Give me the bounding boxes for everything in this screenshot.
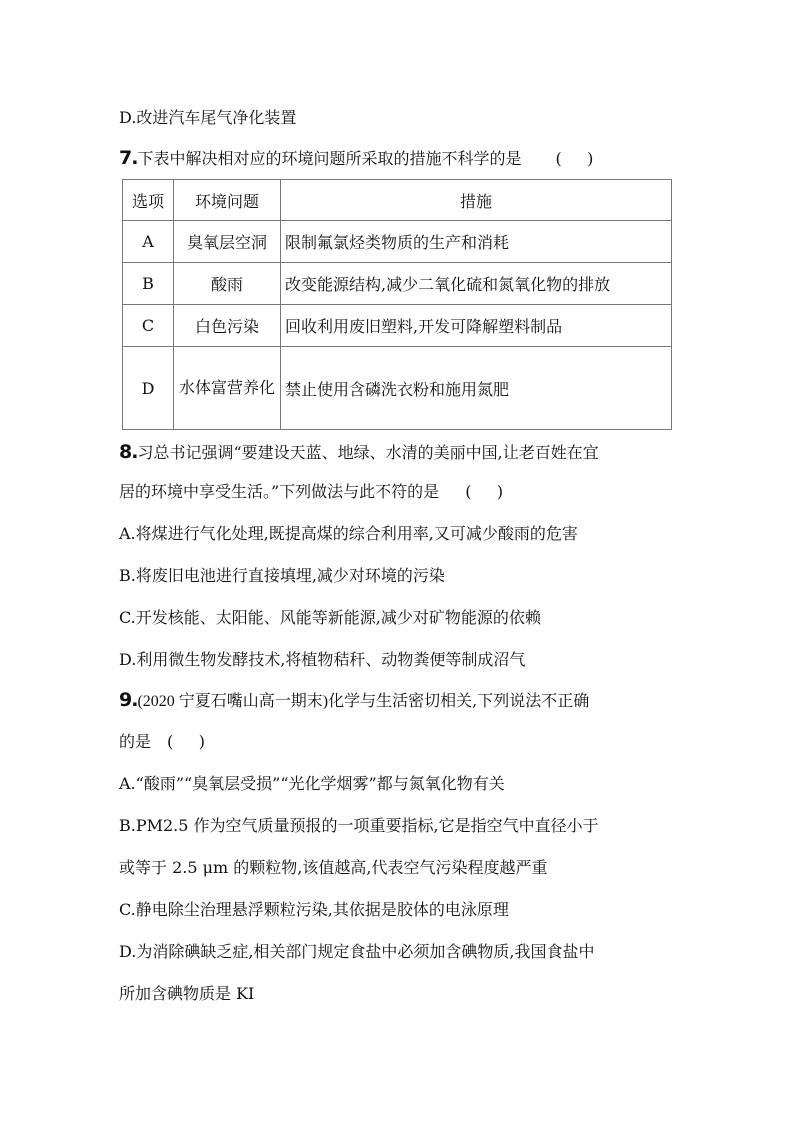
q7-header-measure: 措施 <box>281 180 672 221</box>
q8-option-b: B.将废旧电池进行直接填埋,减少对环境的污染 <box>119 566 445 585</box>
q9-option-a: A.“酸雨”“臭氧层受损”“光化学烟雾”都与氮氧化物有关 <box>119 774 505 793</box>
q8-option-d: D.利用微生物发酵技术,将植物秸秆、动物粪便等制成沼气 <box>119 650 526 669</box>
q7-row-b-option: B <box>123 263 174 305</box>
q7-row-c-problem: 白色污染 <box>174 305 281 347</box>
q9-answer-paren: ( ) <box>167 732 205 751</box>
q7-table <box>122 179 672 430</box>
q7-row-c-measure: 回收利用废旧塑料,开发可降解塑料制品 <box>281 305 672 347</box>
q7-row-b-problem: 酸雨 <box>174 263 281 305</box>
q8-option-c: C.开发核能、太阳能、风能等新能源,减少对矿物能源的依赖 <box>119 608 541 627</box>
q7-header-option: 选项 <box>123 180 174 221</box>
q7-header-problem: 环境问题 <box>174 180 281 221</box>
q9-stem-line-1 <box>119 689 679 713</box>
q9-stem-1: 化学与生活密切相关,下列说法不正确 <box>328 691 590 710</box>
q7-number: 7. <box>119 147 138 169</box>
q9-stem-line-2 <box>119 731 679 753</box>
q9-option-d-line-2: 所加含碘物质是 KI <box>119 984 255 1003</box>
table-row <box>123 347 672 430</box>
q7-row-a-option: A <box>123 221 174 263</box>
q7-answer-paren: ( ) <box>555 149 594 168</box>
q8-stem-line-1 <box>119 441 679 464</box>
q7-row-b-measure: 改变能源结构,减少二氧化硫和氮氧化物的排放 <box>281 263 672 305</box>
table-row <box>123 305 672 347</box>
q8-answer-paren: ( ) <box>465 482 504 501</box>
q9-option-b-line-1: B.PM2.5 作为空气质量预报的一项重要指标,它是指空气中直径小于 <box>119 816 599 835</box>
q9-option-c: C.静电除尘治理悬浮颗粒污染,其依据是胶体的电泳原理 <box>119 900 509 919</box>
q9-source: (2020 宁夏石嘴山高一期末) <box>137 693 329 710</box>
q9-stem-2: 的是 <box>119 732 152 751</box>
q7-row-a-problem: 臭氧层空洞 <box>174 221 281 263</box>
q7-row-d-option: D <box>123 347 174 430</box>
q9-option-d-line-1: D.为消除碘缺乏症,相关部门规定食盐中必须加含碘物质,我国食盐中 <box>119 942 595 961</box>
q8-option-a: A.将煤进行气化处理,既提高煤的综合利用率,又可减少酸雨的危害 <box>119 524 578 543</box>
q7-row-d-problem-cell <box>174 347 281 430</box>
table-row <box>123 221 672 263</box>
table-row <box>123 263 672 305</box>
q7-row-d-problem: 水体富营养化 <box>179 378 276 397</box>
q7-row-a-measure: 限制氟氯烃类物质的生产和消耗 <box>281 221 672 263</box>
q9-number: 9. <box>119 689 138 711</box>
q6-option-d: D.改进汽车尾气净化装置 <box>119 108 297 127</box>
q7-stem-line <box>119 147 679 170</box>
q8-stem-2: 居的环境中享受生活。”下列做法与此不符的是 <box>119 482 440 501</box>
q7-row-c-option: C <box>123 305 174 347</box>
q7-stem: 下表中解决相对应的环境问题所采取的措施不科学的是 <box>137 149 522 168</box>
q7-row-d-measure: 禁止使用含磷洗衣粉和施用氮肥 <box>281 347 672 430</box>
q7-table-header-row <box>123 180 672 221</box>
q9-option-b-line-2: 或等于 2.5 μm 的颗粒物,该值越高,代表空气污染程度越严重 <box>119 858 548 877</box>
q8-stem-line-2 <box>119 481 679 503</box>
q8-number: 8. <box>119 441 138 463</box>
q8-stem-1: 习总书记强调“要建设天蓝、地绿、水清的美丽中国,让老百姓在宜 <box>137 443 599 462</box>
